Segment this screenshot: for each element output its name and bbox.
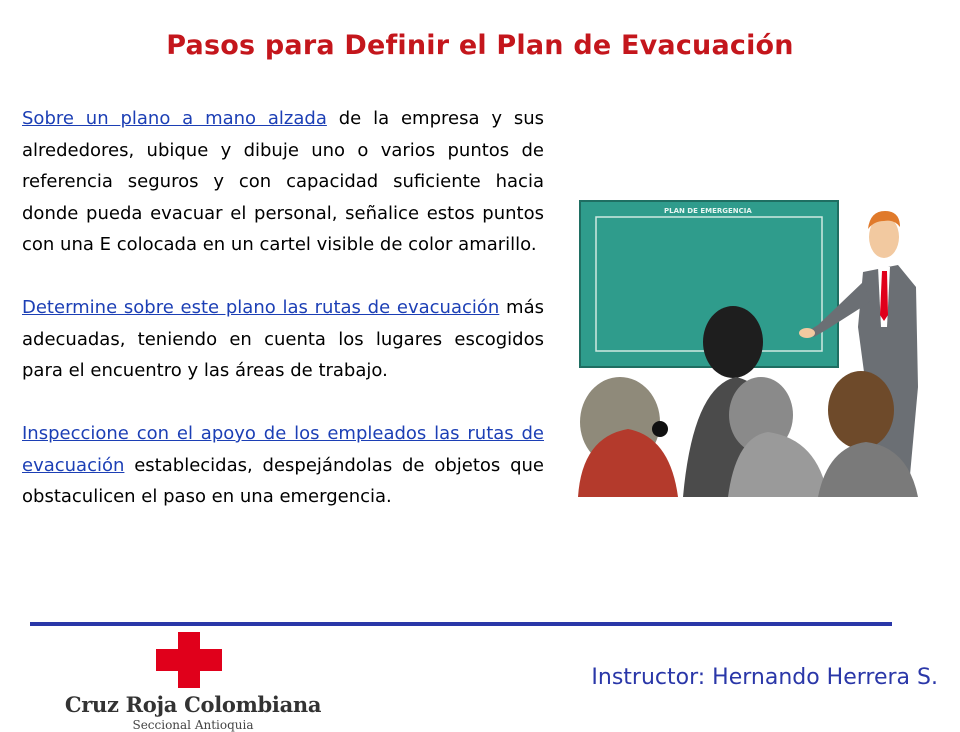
cruz-roja-logo bbox=[62, 632, 324, 732]
link-inspect-routes[interactable]: Inspeccione con el apoyo de los empleados las rutas de evacuación bbox=[22, 423, 544, 476]
presentation-meeting-illustration bbox=[578, 197, 941, 497]
board-label: PLAN DE EMERGENCIA bbox=[664, 207, 752, 215]
presentation-meeting-clipart-icon bbox=[578, 197, 941, 497]
footer-divider bbox=[30, 622, 892, 626]
logo-subtitle: Seccional Antioquia bbox=[132, 718, 254, 732]
paragraph-sketch-plan-text: de la empresa y sus alrededores, ubique y dibuje uno o varios puntos de referencia seguros y con capacidad suficiente hacia donde pueda evacuar el personal, señalice estos puntos con una E colocada en un cartel visible de color amarillo. bbox=[22, 108, 544, 255]
paragraph-evacuation-routes bbox=[22, 292, 544, 387]
slide-title: Pasos para Definir el Plan de Evacuación bbox=[166, 30, 794, 61]
paragraph-inspect-routes-text: establecidas, despejándolas de objetos que obstaculicen el paso en una emergencia. bbox=[22, 454, 544, 507]
logo-name: Cruz Roja Colombiana bbox=[64, 692, 322, 717]
link-evacuation-routes[interactable]: Determine sobre este plano las rutas de evacuación bbox=[22, 297, 500, 318]
red-cross-icon bbox=[156, 632, 222, 688]
instructions-text bbox=[22, 103, 544, 544]
paragraph-sketch-plan bbox=[22, 103, 544, 261]
link-sketch-plan[interactable]: Sobre un plano a mano alzada bbox=[22, 108, 327, 129]
paragraph-evacuation-routes-text: más adecuadas, teniendo en cuenta los lugares escogidos para el encuentro y las áreas de trabajo. bbox=[22, 297, 544, 381]
paragraph-inspect-routes bbox=[22, 418, 544, 513]
instructor-credit: Instructor: Hernando Herrera S. bbox=[591, 665, 938, 690]
